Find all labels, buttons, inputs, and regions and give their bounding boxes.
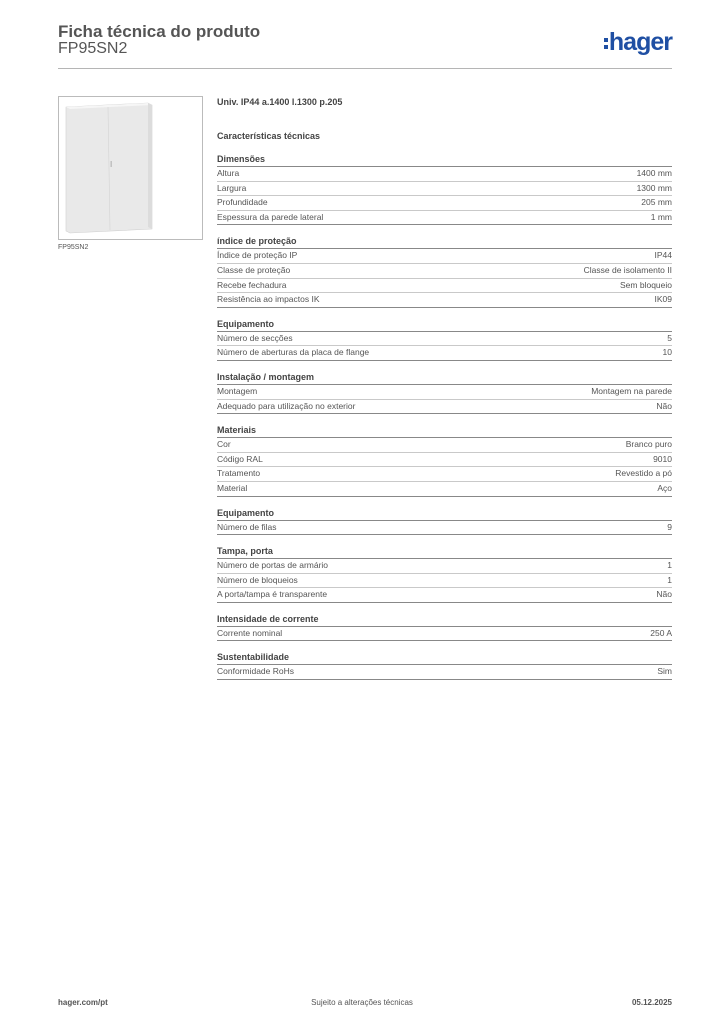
spec-label: Número de filas xyxy=(217,521,277,532)
product-image-frame xyxy=(58,96,203,240)
spec-label: A porta/tampa é transparente xyxy=(217,589,328,600)
spec-row xyxy=(217,665,672,680)
spec-label: Corrente nominal xyxy=(217,627,283,638)
spec-value: IK09 xyxy=(654,294,672,305)
spec-label: Altura xyxy=(217,168,240,178)
spec-label: Cor xyxy=(217,439,231,450)
spec-section xyxy=(217,370,672,414)
footer-date: 05.12.2025 xyxy=(631,998,672,1007)
spec-label: Número de bloqueios xyxy=(217,574,298,585)
spec-row xyxy=(217,249,672,264)
product-code: FP95SN2 xyxy=(58,40,128,57)
hager-logo xyxy=(604,28,672,57)
spec-value: IP44 xyxy=(654,250,672,261)
spec-section xyxy=(217,544,672,603)
spec-row xyxy=(217,438,672,453)
spec-value: Revestido a pó xyxy=(615,468,672,479)
spec-row xyxy=(217,279,672,294)
spec-value: 9 xyxy=(667,521,672,532)
spec-section xyxy=(217,423,672,496)
logo-dots-icon xyxy=(604,35,608,52)
spec-value: Aço xyxy=(657,482,672,493)
spec-value: 250 A xyxy=(650,627,672,638)
spec-section xyxy=(217,234,672,307)
technical-specs xyxy=(217,95,672,680)
spec-section xyxy=(217,317,672,361)
cabinet-image xyxy=(64,101,154,234)
spec-label: Classe de proteção xyxy=(217,264,291,275)
spec-value: 1300 mm xyxy=(636,182,672,193)
spec-row xyxy=(217,211,672,226)
spec-value: 1 mm xyxy=(650,211,672,222)
spec-row xyxy=(217,453,672,468)
spec-label: Profundidade xyxy=(217,197,268,208)
spec-section xyxy=(217,650,672,680)
footer-website: hager.com/pt xyxy=(58,998,108,1007)
spec-value: Sim xyxy=(657,666,672,677)
spec-value: 1 xyxy=(667,574,672,585)
section-title: Dimensões xyxy=(217,152,672,167)
spec-row xyxy=(217,182,672,197)
spec-row xyxy=(217,521,672,536)
spec-label: Número de portas de armário xyxy=(217,560,329,571)
product-description: Univ. IP44 a.1400 l.1300 p.205 xyxy=(217,97,343,107)
spec-value: 1400 mm xyxy=(636,168,672,178)
spec-value: Classe de isolamento II xyxy=(583,264,672,275)
spec-value: Não xyxy=(656,589,672,600)
spec-value: 9010 xyxy=(653,453,672,464)
spec-sections xyxy=(217,152,672,680)
spec-label: Código RAL xyxy=(217,453,263,464)
spec-value: 205 mm xyxy=(641,197,672,208)
header-divider xyxy=(58,68,672,69)
product-image-caption: FP95SN2 xyxy=(58,244,89,251)
specs-heading: Características técnicas xyxy=(217,131,321,141)
spec-row xyxy=(217,264,672,279)
spec-value: Branco puro xyxy=(625,439,672,450)
section-title: Instalação / montagem xyxy=(217,370,672,385)
spec-row xyxy=(217,559,672,574)
spec-label: Recebe fechadura xyxy=(217,279,287,290)
section-title: Equipamento xyxy=(217,506,672,521)
spec-row xyxy=(217,400,672,415)
spec-label: Tratamento xyxy=(217,468,261,479)
spec-section xyxy=(217,152,672,225)
section-title: índice de proteção xyxy=(217,234,672,249)
spec-row xyxy=(217,167,672,182)
section-title: Tampa, porta xyxy=(217,544,672,559)
spec-value: 10 xyxy=(662,347,672,358)
spec-label: Resistência ao impactos IK xyxy=(217,294,320,305)
spec-label: Montagem xyxy=(217,385,258,396)
spec-row xyxy=(217,574,672,589)
spec-value: Sem bloqueio xyxy=(620,279,672,290)
spec-label: Conformidade RoHs xyxy=(217,666,295,677)
spec-label: Número de aberturas da placa de flange xyxy=(217,347,370,358)
spec-value: Montagem na parede xyxy=(591,385,672,396)
section-title: Intensidade de corrente xyxy=(217,612,672,627)
section-title: Materiais xyxy=(217,423,672,438)
spec-row xyxy=(217,332,672,347)
spec-row xyxy=(217,588,672,603)
spec-row xyxy=(217,627,672,642)
spec-row xyxy=(217,293,672,308)
spec-section xyxy=(217,506,672,536)
spec-value: Não xyxy=(656,400,672,411)
logo-text: hager xyxy=(608,28,672,56)
page-title: Ficha técnica do produto xyxy=(58,22,261,41)
section-title: Sustentabilidade xyxy=(217,650,672,665)
spec-value: 5 xyxy=(667,332,672,343)
section-title: Equipamento xyxy=(217,317,672,332)
spec-label: Índice de proteção IP xyxy=(217,250,298,261)
spec-value: 1 xyxy=(667,560,672,571)
spec-label: Número de secções xyxy=(217,332,293,343)
spec-row xyxy=(217,346,672,361)
spec-label: Adequado para utilização no exterior xyxy=(217,400,356,411)
spec-row xyxy=(217,482,672,497)
footer-note: Sujeito a alterações técnicas xyxy=(311,998,413,1007)
spec-section xyxy=(217,612,672,642)
spec-row xyxy=(217,196,672,211)
spec-label: Material xyxy=(217,482,248,493)
spec-label: Largura xyxy=(217,182,247,193)
spec-row xyxy=(217,467,672,482)
spec-label: Espessura da parede lateral xyxy=(217,211,324,222)
spec-row xyxy=(217,385,672,400)
